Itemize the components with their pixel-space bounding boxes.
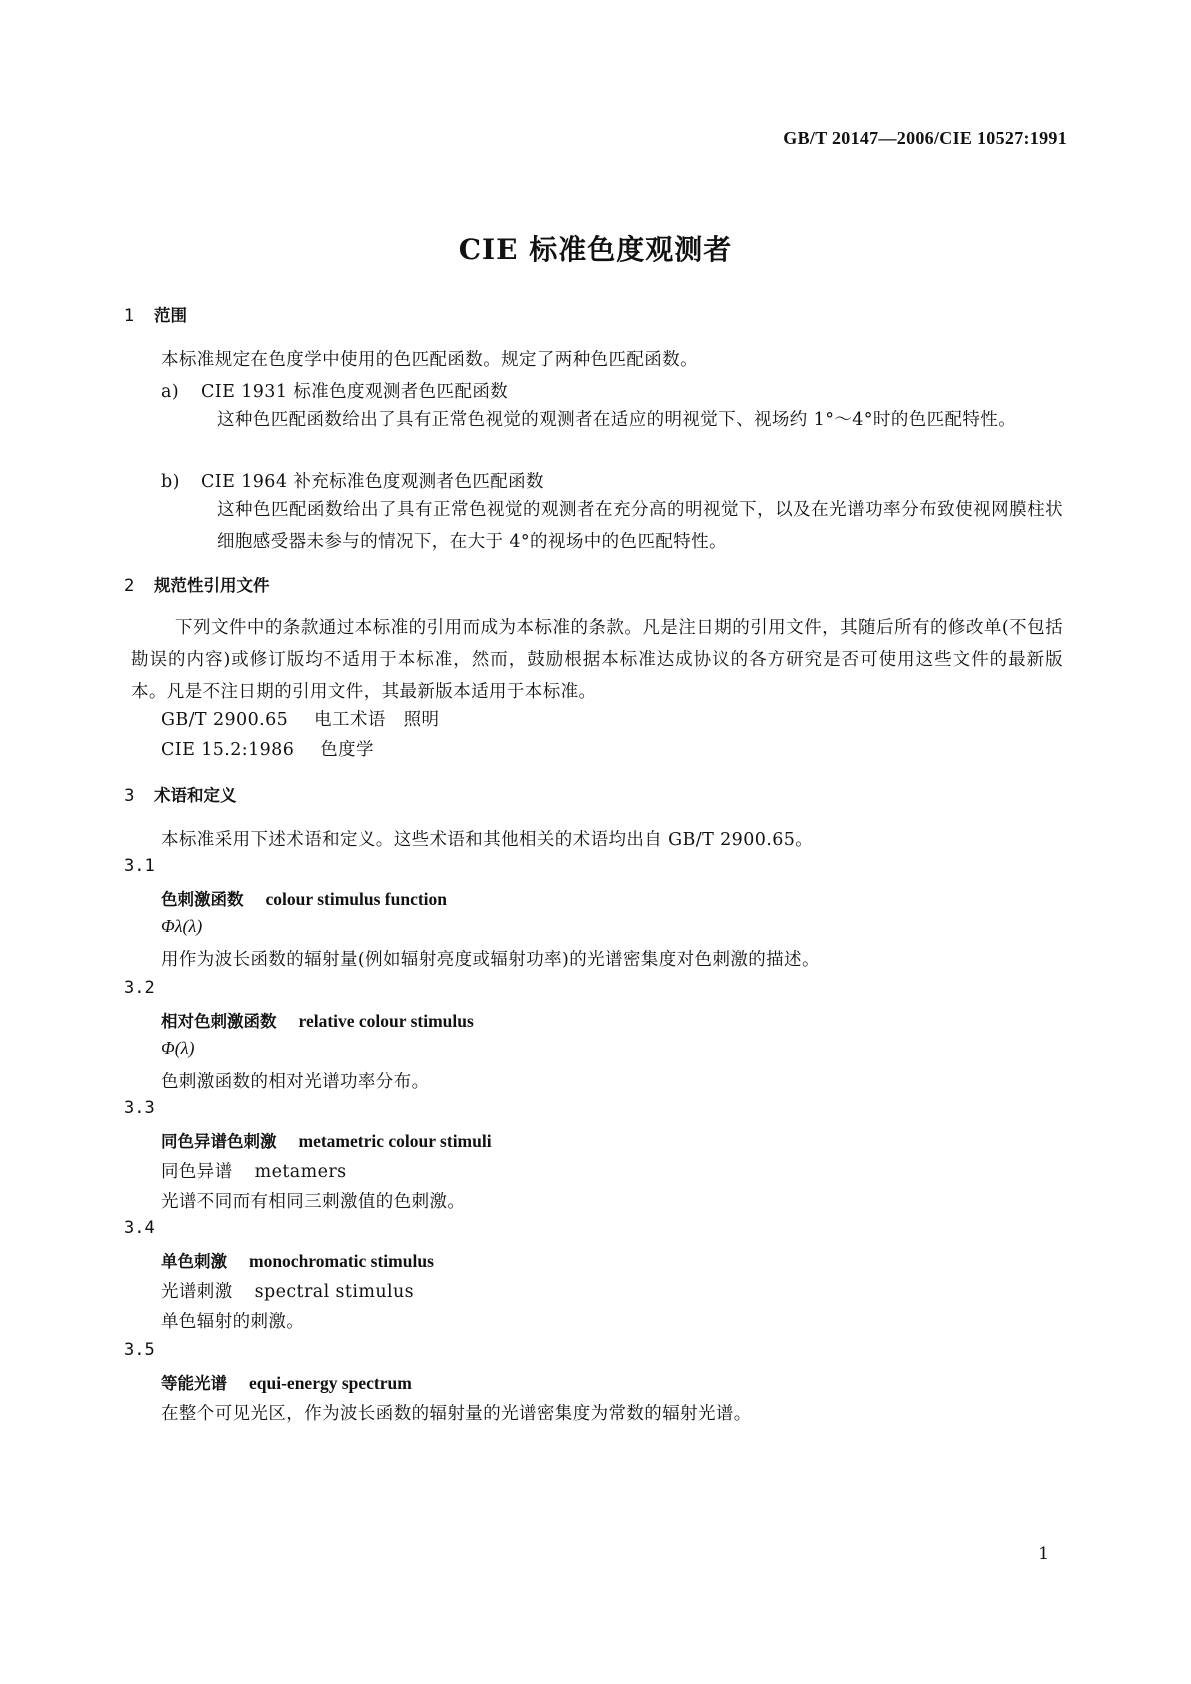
section-title: 术语和定义 <box>154 786 237 805</box>
standard-id: GB/T 20147—2006/CIE 10527:1991 <box>783 128 1067 148</box>
section-3-heading <box>124 782 237 806</box>
synonym-en: spectral stimulus <box>254 1282 415 1302</box>
term-en: relative colour stimulus <box>298 1011 474 1031</box>
list-item-a <box>161 378 508 403</box>
reference-title: 电工术语 照明 <box>314 710 440 730</box>
term-definition: 用作为波长函数的辐射量(例如辐射亮度或辐射功率)的光谱密集度对色刺激的描述。 <box>161 950 820 970</box>
section-title: 规范性引用文件 <box>154 576 270 595</box>
term-symbol: Φ(λ) <box>161 1038 195 1058</box>
term-definition: 光谱不同而有相同三刺激值的色刺激。 <box>161 1192 466 1212</box>
term-heading <box>161 1370 412 1394</box>
reference-code: CIE 15.2:1986 <box>161 740 295 760</box>
term-en: metametric colour stimuli <box>298 1131 492 1151</box>
synonym-zh: 光谱刺激 <box>161 1282 233 1302</box>
term-zh: 相对色刺激函数 <box>161 1012 277 1031</box>
section-number: 1 <box>124 306 135 325</box>
term-number: 3.3 <box>124 1098 155 1118</box>
synonym-zh: 同色异谱 <box>161 1162 233 1182</box>
synonym-en: metamers <box>254 1162 347 1182</box>
list-item-b-desc: 这种色匹配函数给出了具有正常色视觉的观测者在充分高的明视觉下，以及在光谱功率分布致使视网膜柱状细胞感受器未参与的情况下，在大于 4°的视场中的色匹配特性。 <box>217 500 1063 552</box>
list-tag: a) <box>161 382 180 402</box>
term-en: monochromatic stimulus <box>249 1251 434 1271</box>
term-definition: 在整个可见光区，作为波长函数的辐射量的光谱密集度为常数的辐射光谱。 <box>161 1404 752 1424</box>
reference-code: GB/T 2900.65 <box>161 710 289 730</box>
section-1-heading <box>124 302 187 326</box>
document-title: CIE 标准色度观测者 <box>458 233 733 266</box>
term-number: 3.1 <box>124 856 155 876</box>
section-title: 范围 <box>154 306 187 325</box>
section-2-heading <box>124 572 270 596</box>
term-number: 3.5 <box>124 1340 155 1360</box>
reference-title: 色度学 <box>320 740 374 760</box>
reference-1 <box>161 706 439 731</box>
list-item-title: CIE 1931 标准色度观测者色匹配函数 <box>201 382 509 402</box>
list-tag: b) <box>161 472 180 492</box>
term-zh: 同色异谱色刺激 <box>161 1132 277 1151</box>
term-heading <box>161 1008 474 1032</box>
term-zh: 色刺激函数 <box>161 890 244 909</box>
term-zh: 等能光谱 <box>161 1374 227 1393</box>
s2-paragraph: 下列文件中的条款通过本标准的引用而成为本标准的条款。凡是注日期的引用文件，其随后所有的修改单(不包括勘误的内容)或修订版均不适用于本标准，然而，鼓励根据本标准达成协议的各方研究是否可使用这些文件的最新版本。凡是不注日期的引用文件，其最新版本适用于本标准。 <box>131 618 1063 702</box>
term-heading <box>161 1248 434 1272</box>
term-heading <box>161 886 447 910</box>
s1-intro: 本标准规定在色度学中使用的色匹配函数。规定了两种色匹配函数。 <box>161 350 698 370</box>
term-definition: 单色辐射的刺激。 <box>161 1312 305 1332</box>
term-definition: 色刺激函数的相对光谱功率分布。 <box>161 1072 430 1092</box>
section-number: 3 <box>124 786 135 805</box>
s3-intro: 本标准采用下述术语和定义。这些术语和其他相关的术语均出自 GB/T 2900.65。 <box>161 830 814 850</box>
term-symbol: Φλ(λ) <box>161 916 203 936</box>
section-number: 2 <box>124 576 135 595</box>
list-item-a-desc: 这种色匹配函数给出了具有正常色视觉的观测者在适应的明视觉下、视场约 1°～4°时的色匹配特性。 <box>217 410 1017 430</box>
list-item-b <box>161 468 544 493</box>
term-synonym <box>161 1158 347 1183</box>
list-item-title: CIE 1964 补充标准色度观测者色匹配函数 <box>201 472 544 492</box>
term-heading <box>161 1128 492 1152</box>
page-number: 1 <box>1038 1544 1049 1564</box>
term-synonym <box>161 1278 414 1303</box>
term-number: 3.4 <box>124 1218 155 1238</box>
term-number: 3.2 <box>124 978 155 998</box>
term-zh: 单色刺激 <box>161 1252 227 1271</box>
term-en: equi-energy spectrum <box>249 1373 412 1393</box>
reference-2 <box>161 736 374 761</box>
term-en: colour stimulus function <box>265 889 448 909</box>
